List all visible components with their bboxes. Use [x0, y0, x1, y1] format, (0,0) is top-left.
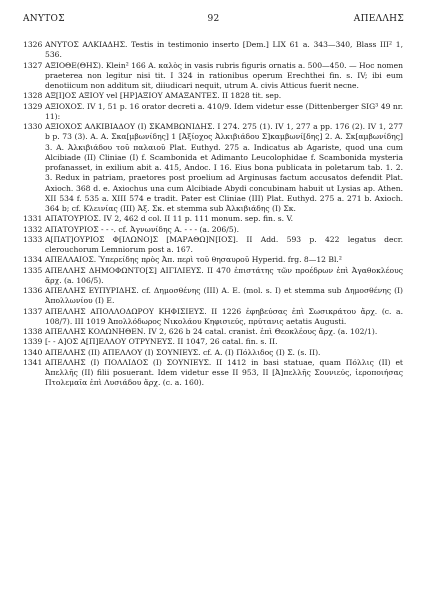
entry-text: ΑΠΕΛΛΑΙΟΣ. Ὑπερείδης πρὸς Ἀπ. περὶ τοῦ θησαυροῦ Hyperid. frg. 8—12 Bl.²	[45, 255, 342, 265]
entry-text: ΑΠΕΛΛΗΣ (II) ΑΠΕΛΛΟΥ (I) ΣΟΥΝΙΕΥΣ. cf. Α. (I) Πόλλιδος (I) Σ. (s. II).	[45, 347, 321, 357]
entry-number: 1337	[23, 306, 43, 316]
entry-1336	[23, 286, 403, 307]
entry-text: ΑΞΙΟΧΟΣ. IV 1, 51 p. 16 orator decreti a. 410/9. Idem videtur esse (Dittenberger SIG³ 49 nr. 11):	[45, 101, 403, 121]
entry-1332	[23, 225, 403, 235]
entry-1328	[23, 91, 403, 101]
entry-1337	[23, 307, 403, 328]
entry-1340	[23, 348, 403, 358]
entry-number: 1331	[23, 214, 43, 224]
header-left-lemma: ΑΝΥΤΟΣ	[23, 14, 65, 24]
entry-number: 1338	[23, 327, 43, 336]
entry-1333	[23, 235, 403, 256]
entry-text: [- - Α]ΟΣ Α[Π]ΕΛΛΟΥ ΟΤΡΥΝΕΥΣ. II 1047, 26 catal. fin. s. II.	[45, 337, 278, 347]
entry-1331	[23, 214, 403, 224]
entry-number: 1333	[23, 234, 43, 244]
entry-text: ΑΝΥΤΟΣ ΑΛΚΙΑΔΗΣ. Testis in testimonio inserto [Dem.] LIX 61 a. 343—340, Blass III² 1, 536.	[45, 40, 403, 60]
entry-number: 1332	[23, 224, 43, 234]
entry-text: ΑΠΑΤΟΥΡΙΟΣ - - -. cf. Ἀγνωνίδης A. - - - (a. 206/5).	[45, 224, 240, 234]
entry-number: 1328	[23, 91, 43, 101]
entry-1339	[23, 337, 403, 347]
entry-1341	[23, 358, 403, 389]
entry-number: 1335	[23, 265, 43, 275]
entry-number: 1341	[23, 357, 43, 367]
entry-text: ΑΠΕΛΛΗΣ (I) ΠΟΛΛΙΔΟΣ (I) ΣΟΥΝΙΕΥΣ. II 1412 in basi statuae, quam Πόλλις (II) et Ἀπελλῆς (II) filii posuerant. Idem videtur esse II 953, II [Ἀ]πελλῆς Σουνιεύς, ἱεροποιήσας Πτολεμαῖα ἐπὶ Λυσιάδου ἄρχ. (c. a. 160).	[45, 357, 403, 388]
entry-1327	[23, 61, 403, 92]
entry-text: ΑΞΙΟΘΕ(ΘΗΣ). Klein² 166 A. καλὸς in vasis rubris figuris ornatis a. 500—450. — Hoc nomen praeterea non legitur nisi tit. I 324 in rationibus operum Erechthei fin. s. IV; ibi eum denotiicum non additum sit, diiudicari nequit, utrum A. civis Atticus fuerit necne.	[45, 60, 403, 90]
header-right-lemma: ΑΠΕΛΛΗΣ	[353, 14, 404, 24]
entry-text: ΑΠΕΛΛΗΣ ΔΗΜΟΦΩΝΤΟ[Σ] ΑΙΓΙΛΙΕΥΣ. II 470 ἐπιστάτης τῶν προέδρων ἐπὶ Ἀγαθοκλέους ἄρχ. (a. 106/5).	[45, 265, 403, 285]
entry-1338	[23, 327, 403, 337]
entry-1335	[23, 266, 403, 287]
entry-number: 1340	[23, 347, 43, 357]
entry-text: ΑΠΕΛΛΗΣ ΑΠΟΛΛΟΔΩΡΟΥ ΚΗΦΙΣΙΕΥΣ. II 1226 ἐφηβεύσας ἐπὶ Σωσικράτου ἄρχ. (c. a. 108/7). III 1019 Ἀπολλόδωρος Νικολάου Κηφισιεύς, πρύτανις aetatis Augusti.	[45, 306, 403, 326]
entry-text: ΑΠΕΛΛΗΣ ΕΥΠΥΡΙΔΗΣ. cf. Δημοσθένης (III) Α. Ε. (mol. s. I) et stemma sub Δημοσθένης (I) Ἀπολλωνίου (I) Ε.	[45, 286, 403, 306]
entry-text: Α[ΠΑΤ]ΟΥΡΙΟΣ Φ[ΙΛΩΝΟ]Σ [ΜΑΡΑΘΩ]Ν[ΙΟΣ]. II Add. 593 p. 422 legatus decr. clerouchorum Lemniorum post a. 167.	[45, 234, 403, 254]
entry-number: 1339	[23, 337, 43, 347]
entry-number: 1329	[23, 101, 43, 111]
entry-1326	[23, 40, 403, 61]
entry-text: ΑΞΙΟΧΟΣ ΑΛΚΙΒΙΑΔΟΥ (I) ΣΚΑΜΒΩΝΙΔΗΣ. I 274. 275 (1). IV 1, 277 a pp. 176 (2). IV 1, 277 b p. 73 (3). Α. Α. Σκα[μβωνίδης] 1 [Ἀξίοχος Ἀλκιβιάδου Σ]καμβωνί[δης] 2. Α. Σκ[αμβωνίδης] 3. Α. Ἀλκιβιάδου τοῦ παλαιοῦ Plat. Euthyd. 275 a. Indicatus ab Agariste, quod una cum Alcibiade (II) Cliniae (I) f. Scambonida et Adimanto Leucolophidae f. Scambonida mysteria profanasset, in exilium abit a. 415, Andoc. I 16. Eius bona publicata in poletarum tab. 1. 2. 3. Redux in patriam, praetores post proelium ad Arginusas factum accusatos defendit Plat. Axioch. 368 d. e. Axiochus una cum Alcibiade Abydi concubinam habuit ut Lysias ap. Athen. XII 534 f. 535 a. XIII 574 e tradit. Pater est Cliniae (III) Plat. Euthyd. 275 a. 271 b. Axioch. 364 b; cf. Κλεινίας (III) Ἀξ. Σκ. et stemma sub Ἀλκιβιάδης (I) Σκ.	[45, 122, 403, 213]
entry-number: 1327	[23, 60, 43, 70]
entry-text: ΑΞ[Ι]ΟΣ ΑΞΙΟΥ vel [ΗΡ]ΑΞΙΟΥ ΑΜΑΞΑΝΤΕΣ. II 1828 tit. sep.	[45, 91, 282, 101]
entry-1329	[23, 102, 403, 123]
entry-number: 1336	[23, 286, 43, 295]
entry-number: 1326	[23, 40, 43, 49]
entry-text: ΑΠΑΤΟΥΡΙΟΣ. IV 2, 462 d col. II 11 p. 111 monum. sep. fin. s. V.	[45, 214, 294, 224]
entry-1334	[23, 255, 403, 265]
entry-list	[23, 40, 403, 389]
entry-text: ΑΠΕΛΛΗΣ ΚΟΛΩΝΗΘΕΝ. IV 2, 626 b 24 catal. cranist. ἐπὶ Θεοκλέους ἄρχ. (a. 102/1).	[45, 327, 378, 336]
page-number: 92	[207, 14, 220, 24]
entry-number: 1330	[23, 122, 43, 131]
running-header	[23, 14, 404, 26]
entry-number: 1334	[23, 255, 43, 265]
entry-1330	[23, 122, 403, 214]
